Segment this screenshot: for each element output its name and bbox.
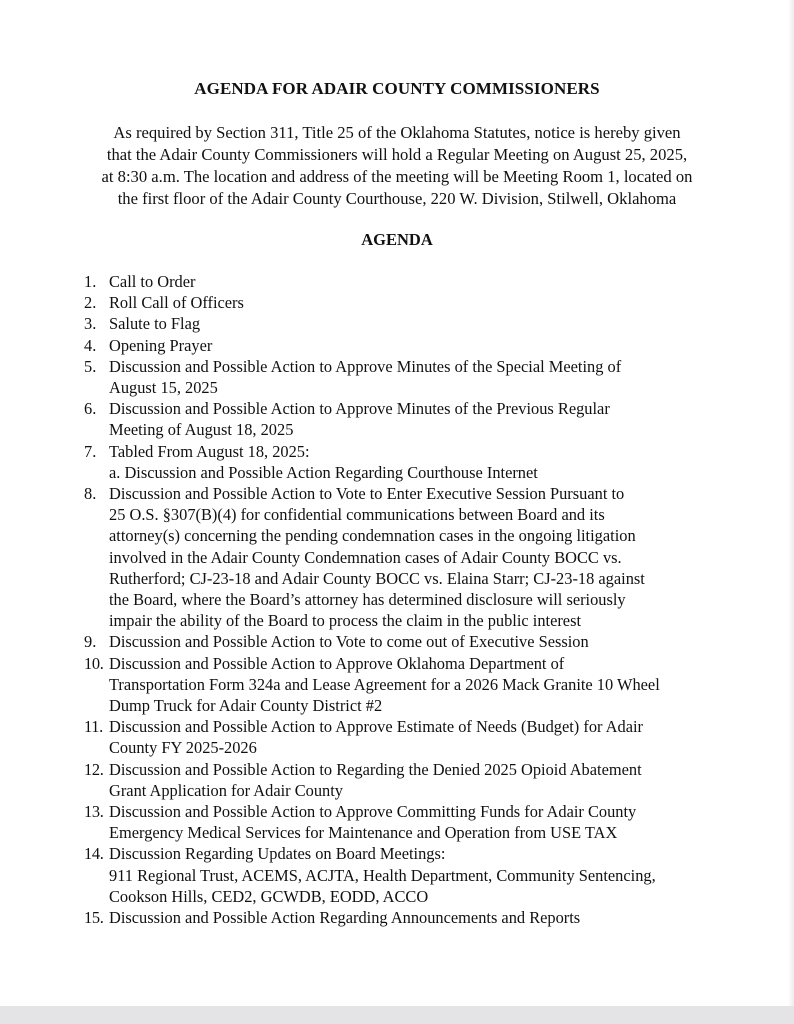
bottom-margin-strip bbox=[0, 1006, 794, 1024]
agenda-item bbox=[84, 631, 734, 652]
agenda-item-number: 10. bbox=[84, 653, 104, 673]
agenda-item-text: County FY 2025-2026 bbox=[109, 738, 257, 758]
agenda-item-text: the Board, where the Board’s attorney has determined disclosure will seriously bbox=[109, 590, 626, 610]
agenda-item-number: 4. bbox=[84, 335, 97, 355]
notice-line: As required by Section 311, Title 25 of the Oklahoma Statutes, notice is hereby given bbox=[113, 123, 681, 142]
agenda-item-text: Discussion and Possible Action to Approve Oklahoma Department of bbox=[109, 653, 565, 673]
agenda-item-text: Discussion and Possible Action Regarding Announcements and Reports bbox=[109, 908, 581, 928]
agenda-item-text: Discussion and Possible Action to Regarding the Denied 2025 Opioid Abatement bbox=[109, 759, 642, 779]
agenda-item-number: 8. bbox=[84, 484, 97, 504]
agenda-item-number: 6. bbox=[84, 399, 97, 419]
agenda-item-text: attorney(s) concerning the pending condemnation cases in the ongoing litigation bbox=[109, 526, 636, 546]
agenda-item-text: Meeting of August 18, 2025 bbox=[109, 420, 294, 440]
agenda-item-text: a. Discussion and Possible Action Regarding Courthouse Internet bbox=[109, 462, 538, 482]
agenda-item-number: 2. bbox=[84, 293, 97, 313]
agenda-item-number: 14. bbox=[84, 844, 104, 864]
agenda-item-number: 13. bbox=[84, 802, 104, 822]
document-title: AGENDA FOR ADAIR COUNTY COMMISSIONERS bbox=[194, 79, 600, 98]
agenda-item-text: Discussion and Possible Action to Approve Committing Funds for Adair County bbox=[109, 802, 637, 822]
agenda-item-number: 1. bbox=[84, 272, 97, 291]
agenda-item-text: Emergency Medical Services for Maintenance and Operation from USE TAX bbox=[109, 823, 618, 843]
agenda-item bbox=[84, 907, 734, 928]
agenda-item-text: Discussion and Possible Action to Vote to Enter Executive Session Pursuant to bbox=[109, 484, 625, 504]
agenda-item-text: Opening Prayer bbox=[109, 335, 213, 355]
agenda-item-text: 25 O.S. §307(B)(4) for confidential communications between Board and its bbox=[109, 505, 605, 525]
agenda-item-text: impair the ability of the Board to process the claim in the public interest bbox=[109, 611, 582, 631]
agenda-item-text: Discussion and Possible Action to Approve Minutes of the Previous Regular bbox=[109, 399, 610, 419]
agenda-item bbox=[84, 292, 734, 313]
agenda-item-text: Cookson Hills, CED2, GCWDB, EODD, ACCO bbox=[109, 886, 429, 906]
agenda-item-number: 11. bbox=[84, 717, 103, 737]
agenda-item-number: 9. bbox=[84, 632, 97, 652]
agenda-item bbox=[84, 716, 734, 758]
agenda-item-text: Dump Truck for Adair County District #2 bbox=[109, 696, 383, 716]
agenda-item bbox=[84, 759, 734, 801]
agenda-item-text: involved in the Adair County Condemnation cases of Adair County BOCC vs. bbox=[109, 547, 622, 567]
agenda-item-text: Grant Application for Adair County bbox=[109, 780, 343, 800]
agenda-item-number: 3. bbox=[84, 314, 97, 334]
agenda-item bbox=[84, 398, 734, 440]
agenda-heading: AGENDA bbox=[361, 230, 433, 249]
notice-line: at 8:30 a.m. The location and address of the meeting will be Meeting Room 1, located on bbox=[101, 167, 693, 186]
agenda-item-number: 5. bbox=[84, 356, 97, 376]
agenda-item-text: 911 Regional Trust, ACEMS, ACJTA, Health Department, Community Sentencing, bbox=[109, 865, 656, 885]
agenda-item-text: Rutherford; CJ-23-18 and Adair County BOCC vs. Elaina Starr; CJ-23-18 against bbox=[109, 568, 645, 588]
agenda-item-text: Transportation Form 324a and Lease Agreement for a 2026 Mack Granite 10 Wheel bbox=[109, 674, 660, 694]
agenda-item bbox=[84, 441, 734, 483]
agenda-item bbox=[84, 335, 734, 356]
agenda-item-number: 15. bbox=[84, 908, 104, 928]
notice-paragraph bbox=[40, 122, 754, 210]
agenda-list bbox=[84, 271, 734, 928]
notice-line: the first floor of the Adair County Courthouse, 220 W. Division, Stilwell, Oklahoma bbox=[117, 189, 677, 208]
agenda-item-text: Discussion and Possible Action to Approve Estimate of Needs (Budget) for Adair bbox=[109, 717, 643, 737]
agenda-item-text: August 15, 2025 bbox=[109, 378, 218, 398]
agenda-item-text: Discussion and Possible Action to Approve Minutes of the Special Meeting of bbox=[109, 356, 622, 376]
agenda-item-text: Discussion Regarding Updates on Board Meetings: bbox=[109, 844, 446, 864]
agenda-item-text: Tabled From August 18, 2025: bbox=[109, 441, 310, 461]
agenda-item bbox=[84, 801, 734, 843]
agenda-item bbox=[84, 653, 734, 717]
agenda-item-number: 12. bbox=[84, 759, 104, 779]
agenda-item bbox=[84, 483, 734, 631]
notice-line: that the Adair County Commissioners will hold a Regular Meeting on August 25, 2025, bbox=[106, 145, 688, 164]
agenda-item-number: 7. bbox=[84, 441, 97, 461]
agenda-item-text: Discussion and Possible Action to Vote to come out of Executive Session bbox=[109, 632, 589, 652]
agenda-item-text: Salute to Flag bbox=[109, 314, 201, 334]
page-edge-shadow bbox=[788, 0, 794, 1006]
agenda-item-text: Call to Order bbox=[109, 272, 196, 291]
agenda-item-text: Roll Call of Officers bbox=[109, 293, 244, 313]
agenda-item bbox=[84, 356, 734, 398]
agenda-item bbox=[84, 843, 734, 907]
agenda-item bbox=[84, 271, 734, 292]
agenda-item bbox=[84, 313, 734, 334]
